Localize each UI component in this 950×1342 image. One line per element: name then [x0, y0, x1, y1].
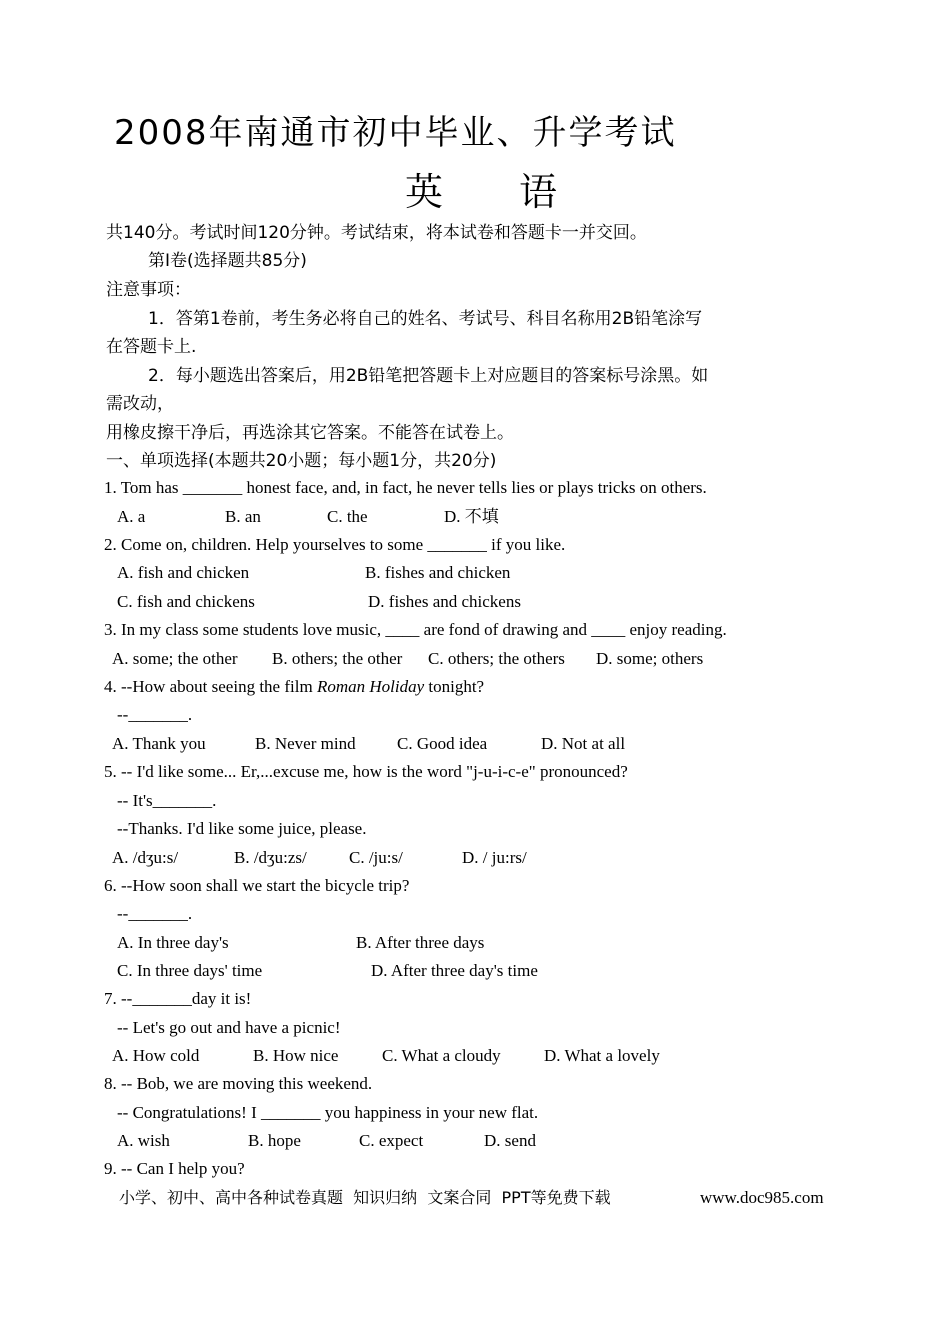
question-5-option-a: A. /dʒu:s/: [112, 848, 179, 867]
question-1-stem: 1. Tom has _______ honest face, and, in fact, he never tells lies or plays tricks on others.: [104, 478, 707, 497]
section-heading: 一、单项选择(本题共20小题；每小题1分，共20分): [106, 451, 497, 471]
notice-1-line-2: 在答题卡上.: [106, 337, 197, 357]
footer-text: 小学、初中、高中各种试卷真题 知识归纳 文案合同 PPT等免费下载: [119, 1188, 611, 1207]
question-8-option-a: A. wish: [117, 1131, 170, 1150]
footer-url[interactable]: www.doc985.com: [700, 1188, 824, 1207]
question-9-stem: 9. -- Can I help you?: [104, 1159, 245, 1178]
question-4-option-a: A. Thank you: [112, 734, 206, 753]
question-3-option-d: D. some; others: [596, 649, 704, 668]
question-3-stem: 3. In my class some students love music, ____ are fond of drawing and ____ enjoy reading.: [104, 620, 727, 639]
question-7-reply: -- Let's go out and have a picnic!: [117, 1018, 341, 1037]
question-4-stem-start: 4. --How about seeing the film: [104, 677, 317, 696]
question-4-stem: [104, 676, 484, 698]
question-5-reply-1: -- It's_______.: [117, 791, 217, 810]
question-2-option-c: C. fish and chickens: [117, 592, 255, 611]
question-4-stem-end: tonight?: [424, 677, 485, 696]
question-8-option-c: C. expect: [359, 1131, 424, 1150]
subject-title: 英 语: [405, 170, 558, 214]
notice-1-line-1: 1．答第1卷前，考生务必将自己的姓名、考试号、科目名称用2B铅笔涂写: [148, 309, 703, 329]
question-6-stem: 6. --How soon shall we start the bicycle trip?: [104, 876, 410, 895]
question-6-option-b: B. After three days: [356, 933, 485, 952]
question-7-option-c: C. What a cloudy: [382, 1046, 501, 1065]
question-1-option-b: B. an: [225, 507, 261, 526]
question-6-option-d: D. After three day's time: [371, 961, 538, 980]
question-8-option-d: D. send: [484, 1131, 536, 1150]
question-4-option-c: C. Good idea: [397, 734, 488, 753]
notice-2-line-3: 用橡皮擦干净后，再选涂其它答案。不能答在试卷上。: [106, 423, 514, 443]
question-8-reply: -- Congratulations! I _______ you happiness in your new flat.: [117, 1103, 539, 1122]
question-4-reply: --_______.: [117, 705, 193, 724]
exam-title: 2008年南通市初中毕业、升学考试: [114, 113, 677, 153]
question-1-option-a: A. a: [117, 507, 146, 526]
question-8-stem: 8. -- Bob, we are moving this weekend.: [104, 1074, 373, 1093]
question-7-option-b: B. How nice: [253, 1046, 339, 1065]
question-3-option-c: C. others; the others: [428, 649, 565, 668]
question-3-option-a: A. some; the other: [112, 649, 238, 668]
notice-2-line-2: 需改动，: [106, 394, 174, 414]
question-5-option-b: B. /dʒu:zs/: [234, 848, 307, 867]
question-5-stem: 5. -- I'd like some... Er,...excuse me, how is the word "j-u-i-c-e" pronounced?: [104, 762, 628, 781]
question-2-option-d: D. fishes and chickens: [368, 592, 521, 611]
question-8-option-b: B. hope: [248, 1131, 301, 1150]
question-5-option-c: C. /ju:s/: [349, 848, 403, 867]
question-7-option-d: D. What a lovely: [544, 1046, 660, 1065]
question-6-option-a: A. In three day's: [117, 933, 229, 952]
question-4-option-d: D. Not at all: [541, 734, 626, 753]
exam-intro: 共140分。考试时间120分钟。考试结束，将本试卷和答题卡一并交回。: [106, 223, 647, 243]
question-7-option-a: A. How cold: [112, 1046, 200, 1065]
question-4-film-title: Roman Holiday: [316, 677, 425, 696]
question-5-reply-2: --Thanks. I'd like some juice, please.: [117, 819, 367, 838]
question-6-reply: --_______.: [117, 904, 193, 923]
question-1-option-c: C. the: [327, 507, 368, 526]
question-7-stem: 7. --_______day it is!: [104, 989, 252, 1008]
question-3-option-b: B. others; the other: [272, 649, 403, 668]
question-1-option-d: D. 不填: [444, 507, 499, 526]
question-2-option-b: B. fishes and chicken: [365, 563, 511, 582]
notice-heading: 注意事项：: [106, 280, 191, 300]
question-5-option-d: D. / ju:rs/: [462, 848, 527, 867]
question-2-stem: 2. Come on, children. Help yourselves to some _______ if you like.: [104, 535, 566, 554]
volume-label: 第Ⅰ卷(选择题共85分): [148, 251, 307, 271]
question-4-option-b: B. Never mind: [255, 734, 356, 753]
question-2-option-a: A. fish and chicken: [117, 563, 250, 582]
notice-2-line-1: 2．每小题选出答案后，用2B铅笔把答题卡上对应题目的答案标号涂黑。如: [148, 366, 709, 386]
question-6-option-c: C. In three days' time: [117, 961, 263, 980]
